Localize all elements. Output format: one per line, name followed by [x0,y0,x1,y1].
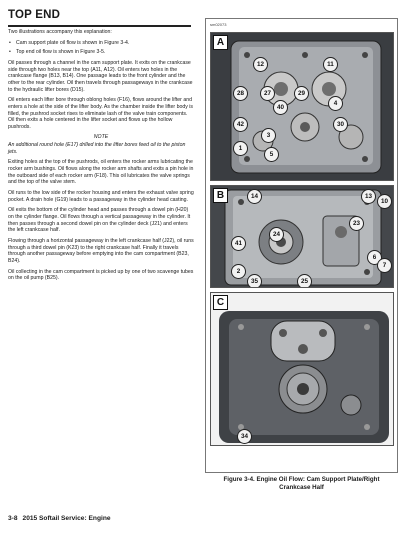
panel-c-photo [210,292,394,446]
callout-14: 14 [247,189,262,204]
note-heading: NOTE [93,134,109,141]
callout-2: 2 [231,264,246,279]
callout-6: 6 [367,250,382,265]
bullet-dot-icon: • [9,49,11,56]
callout-27: 27 [260,86,275,101]
callout-41: 41 [231,236,246,251]
note-text: An additional round hole (E17) drilled into the lifter bores feed oil to the piston jets. [8,142,186,155]
callout-40: 40 [273,100,288,115]
panel-a-photo [210,32,394,181]
bullet-list [8,40,194,56]
body-paragraph: Oil runs to the low side of the rocker housing and enters the exhaust valve spring pocket. A drain hole (G19) leads to a passageway in the cylinder head casting. [8,190,194,203]
body-paragraph: Exiting holes at the top of the pushrods, oil enters the rocker arms lubricating the rocker arm bushings. Oil flows along the rocker arm shafts and exits a pin hole in the outboard side of each rocker arm (F18). This oil lubricates the valve springs and the top of the valve stem. [8,159,194,186]
callout-29: 29 [294,86,309,101]
body-text-column [8,29,194,286]
body-paragraph: Oil enters each lifter bore through oblong holes (F16), flows around the lifter and enters a hole at the side of the lifter body. As the chamber inside the lifter body is filled, the pushrod socket rises to eliminate lash of the valve train components. Oil then exits a hole centered in the lifter socket and flows up the hollow pushrods. [8,97,194,130]
callout-34: 34 [237,429,252,444]
doc-title: 2015 Softail Service: [22,515,87,522]
callout-12: 12 [253,57,268,72]
bullet-text: Top end oil flow is shown in Figure 3-5. [16,49,106,56]
figure-3-4 [205,18,398,473]
callout-13: 13 [361,189,376,204]
panel-letter-b: B [213,188,228,203]
bullet-text: Cam support plate oil flow is shown in Figure 3-4. [16,39,130,46]
callout-28: 28 [233,86,248,101]
callout-3: 3 [261,128,276,143]
intro-paragraph: Two illustrations accompany this explanation: [8,29,112,35]
callout-1: 1 [233,141,248,156]
body-paragraph: Oil passes through a channel in the cam support plate. It exits on the crankcase side through two holes near the top (A11, A12). Oil enters two holes in the crankcase flange (B13, B14). One passage leads to the front cylinder and the other to the rear cylinder. Oil then travels through passageways in the crankcase to the hydraulic lifter bores (D15). [8,60,193,93]
callout-4: 4 [328,96,343,111]
figure-caption [205,476,398,492]
callout-25: 25 [297,274,312,288]
panel-letter-c: C [213,295,228,310]
title-rule [8,25,191,27]
body-paragraph: Oil exits the bottom of the cylinder head and passes through a dowel pin (H20) on the cylinder flange. Oil flows through a vertical passageway in the cylinder. It then passes through a second dowel pin on the cylinder deck (J21) and enters the left crankcase half. [8,207,191,234]
section-title: TOP END [8,9,61,21]
body-paragraph: Flowing through a horizontal passageway in the left crankcase half (J22), oil runs through a third dowel pin (K23) to the right crankcase half. Finally it travels through another passageway before emptying into the cam compartment (B23, B24). [8,237,194,264]
figure-id: sm02073 [210,22,227,27]
callout-23: 23 [349,216,364,231]
panel-letter-a: A [213,35,228,50]
callout-11: 11 [323,57,338,72]
cam-plate-illustration [211,33,394,181]
callout-35: 35 [247,274,262,288]
callout-42: 42 [233,117,248,132]
callout-30: 30 [333,117,348,132]
bullet-dot-icon: • [9,39,11,46]
page-footer [8,515,111,522]
callout-5: 5 [264,147,279,162]
page-number: 3-8 [8,515,18,522]
bullet-item [8,40,194,47]
caption-line-1: Figure 3-4. Engine Oil Flow: Cam Support Plate/Right [223,476,380,483]
caption-line-2: Crankcase Half [279,484,324,491]
chapter-name: Engine [88,515,111,522]
callout-10: 10 [377,194,392,209]
panel-b-photo [210,185,394,288]
body-paragraph: Oil collecting in the cam compartment is picked up by one of two scavenge tubes on the oil pump (B25). [8,268,194,282]
callout-7: 7 [377,258,392,273]
callout-24: 24 [269,227,284,242]
bullet-item [8,49,194,56]
cam-compartment-illustration [211,293,394,446]
